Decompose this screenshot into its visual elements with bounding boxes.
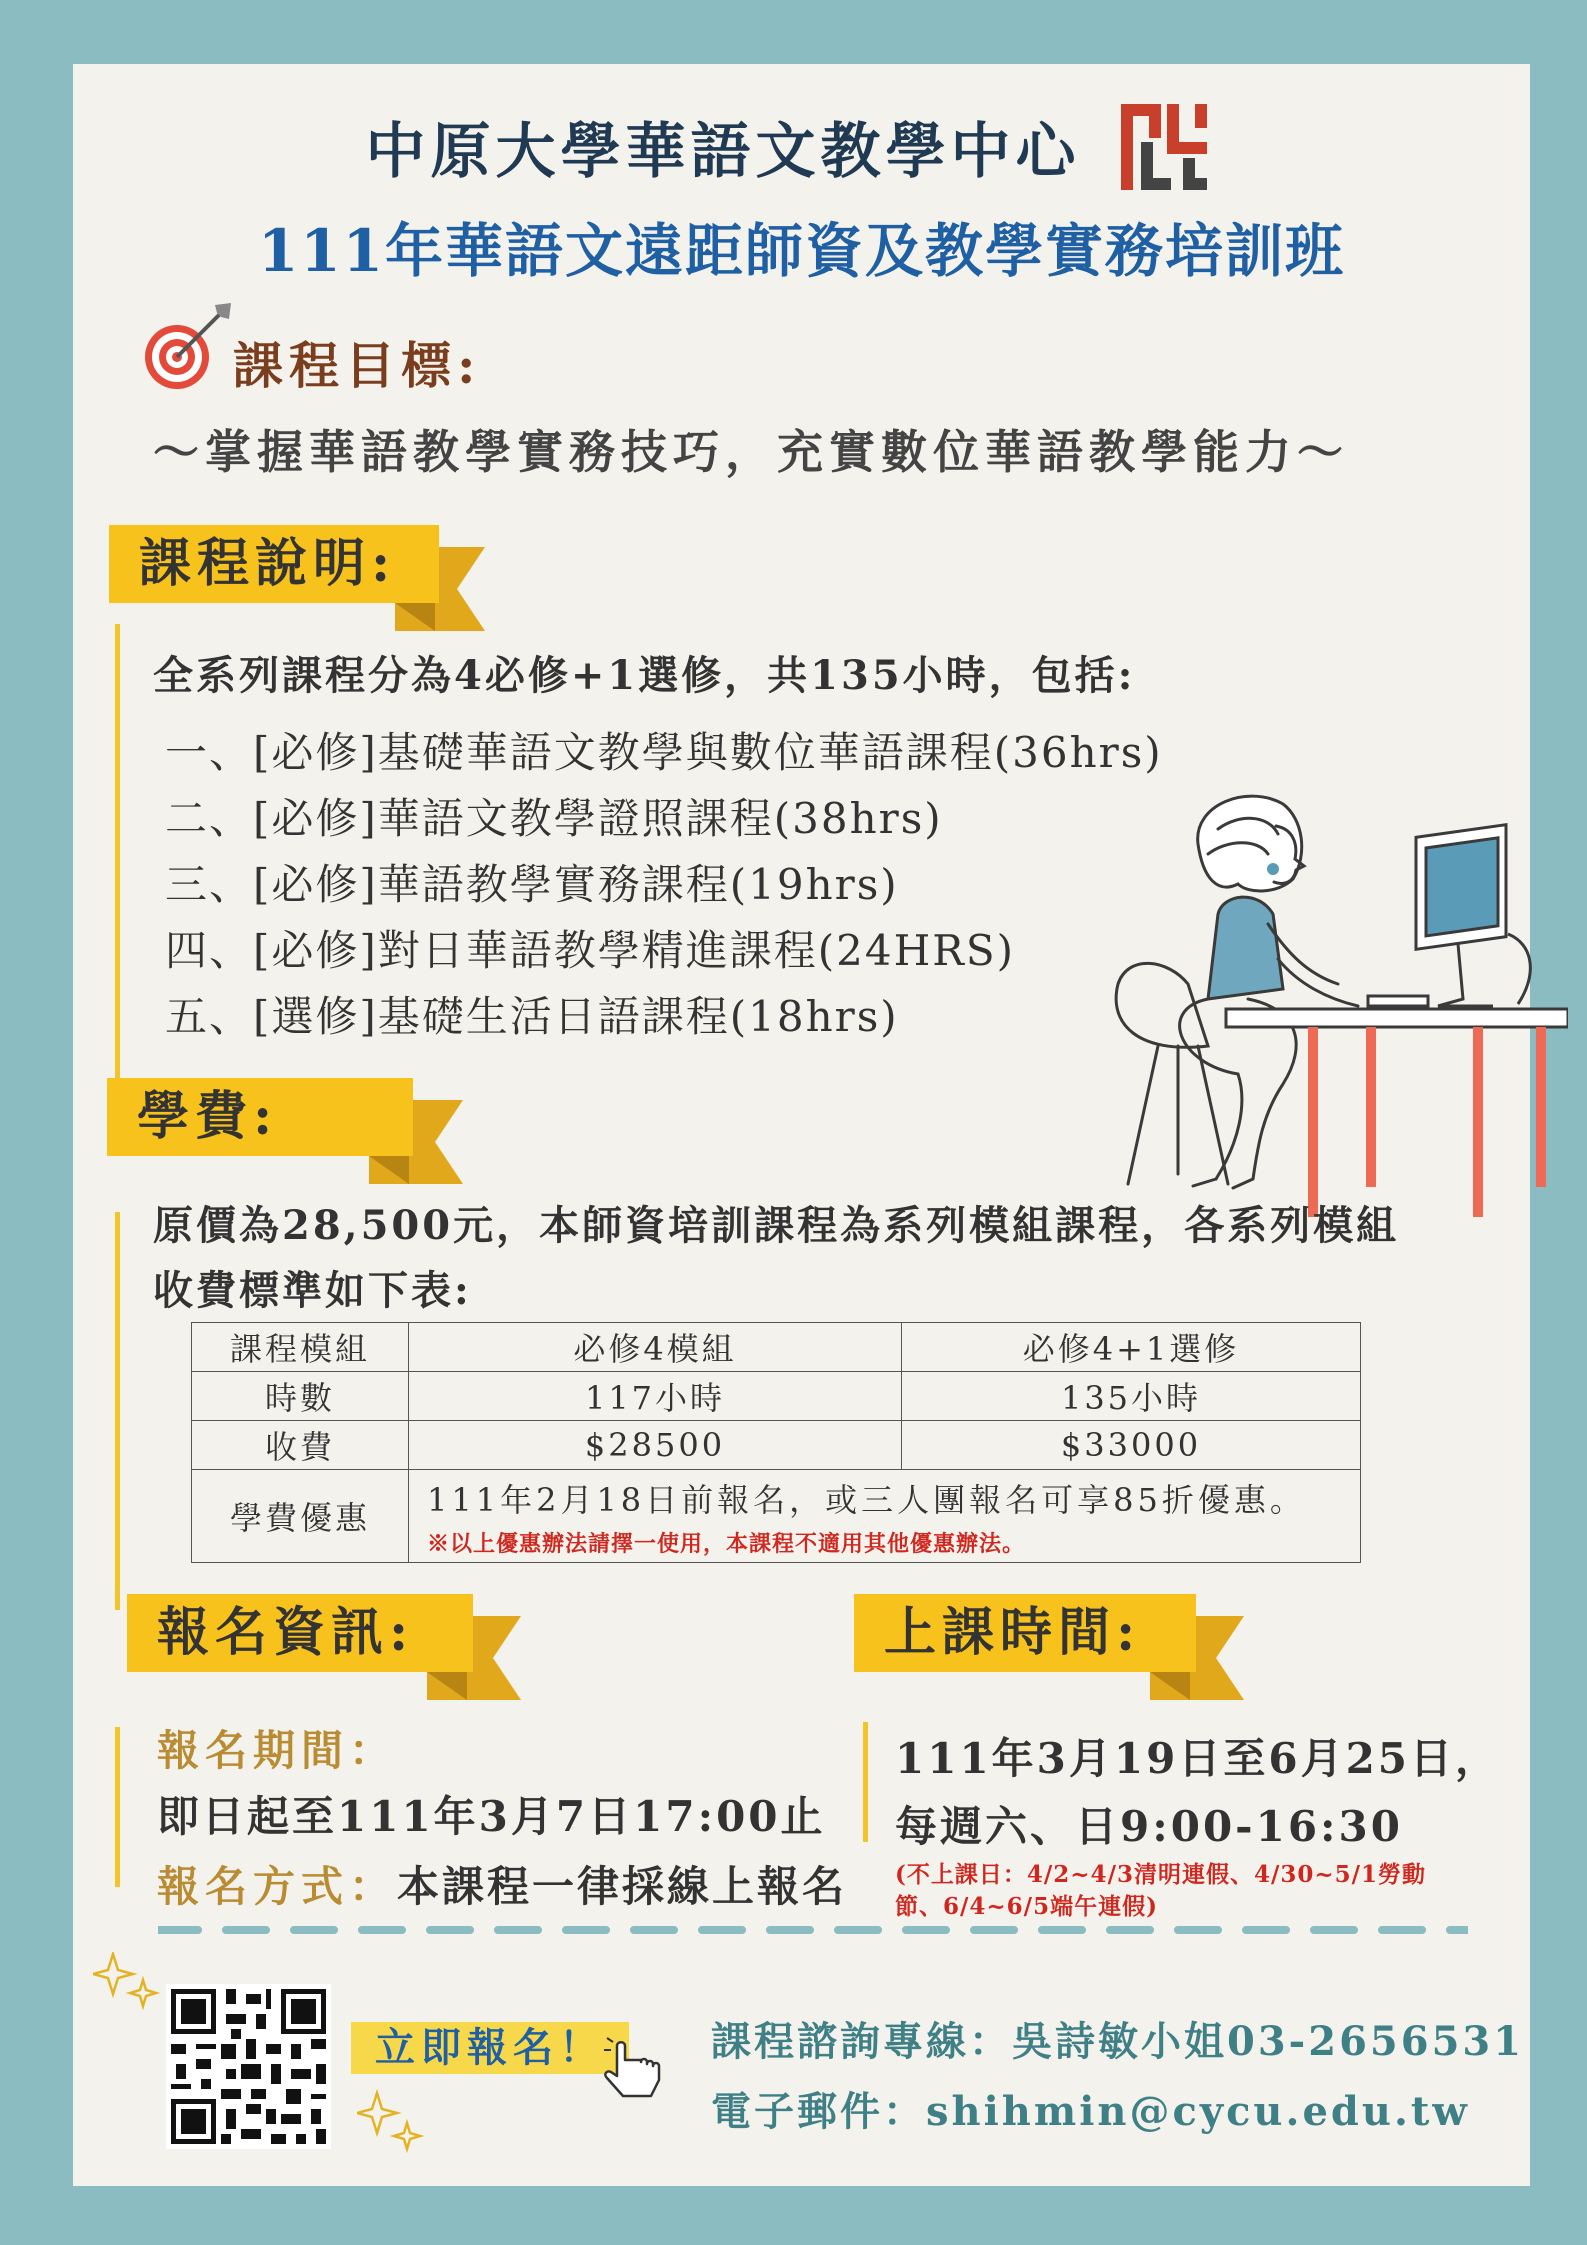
table-header-cell: 課程模組 (192, 1323, 409, 1372)
center-title: 中原大學華語文教學中心 (365, 117, 1081, 187)
table-cell: $28500 (409, 1421, 902, 1470)
schedule-times: 每週六、日9:00-16:30 (895, 1802, 1404, 1851)
discount-text: 111年2月18日前報名，或三人團報名可享85折優惠。 (427, 1480, 1306, 1519)
program-title: 111年華語文遠距師資及教學實務培訓班 (257, 217, 1346, 285)
fee-line1: 原價為28,500元，本師資培訓課程為系列模組課程，各系列模組 (153, 1202, 1400, 1249)
woman-computer-illustration (1098, 784, 1568, 1224)
contact-phone: 課程諮詢專線：吳詩敏小姐03-2656531 (711, 2018, 1525, 2065)
table-cell: 135小時 (902, 1372, 1361, 1421)
course-item: 四、[必修]對日華語教學精進課程(24HRS) (165, 926, 1016, 975)
fee-heading: 學費: (107, 1078, 413, 1156)
method-row (157, 1854, 847, 1914)
discount-note: ※以上優惠辦法請擇一使用，本課程不適用其他優惠辦法。 (427, 1530, 1026, 1557)
goal-heading: 課程目標: (233, 336, 482, 395)
center-logo-icon (1119, 102, 1209, 192)
course-item: 一、[必修]基礎華語文教學與數位華語課程(36hrs) (165, 728, 1163, 777)
period-label: 報名期間： (157, 1726, 398, 1775)
table-row (192, 1470, 1361, 1563)
course-heading: 課程說明: (109, 525, 439, 603)
table-cell: $33000 (902, 1421, 1361, 1470)
target-icon (135, 299, 235, 399)
register-now-button[interactable]: 立即報名！ (351, 2022, 629, 2074)
schedule-dates: 111年3月19日至6月25日， (895, 1734, 1501, 1783)
poster-card (73, 64, 1530, 2186)
contact-email[interactable]: 電子郵件：shihmin@cycu.edu.tw (711, 2088, 1470, 2135)
schedule-note: (不上課日：4/2~4/3清明連假、4/30~5/1勞動 (895, 1861, 1427, 1888)
fee-table (191, 1322, 1361, 1563)
course-banner (109, 525, 449, 603)
method-label: 報名方式： (157, 1862, 398, 1911)
table-cell: 學費優惠 (192, 1470, 409, 1563)
qr-code-icon[interactable] (166, 1984, 331, 2149)
schedule-note: 節、6/4~6/5端午連假) (895, 1893, 1158, 1920)
period-value: 即日起至111年3月7日17:00止 (157, 1792, 826, 1841)
registration-divider (115, 1727, 120, 1887)
registration-heading: 報名資訊: (127, 1594, 473, 1672)
course-item: 三、[必修]華語教學實務課程(19hrs) (165, 860, 899, 909)
fee-line2: 收費標準如下表: (153, 1267, 472, 1314)
course-divider (115, 624, 120, 1114)
table-row (192, 1372, 1361, 1421)
course-intro: 全系列課程分為4必修+1選修，共135小時，包括: (153, 652, 1136, 699)
table-cell: 時數 (192, 1372, 409, 1421)
table-cell: 117小時 (409, 1372, 902, 1421)
course-item: 二、[必修]華語文教學證照課程(38hrs) (165, 794, 943, 843)
discount-cell (409, 1470, 1361, 1563)
dashed-divider (158, 1920, 1468, 1940)
schedule-banner (854, 1594, 1214, 1672)
table-header-cell: 必修4模組 (409, 1323, 902, 1372)
sparkle-icon (93, 1952, 163, 2012)
table-row (192, 1421, 1361, 1470)
course-item: 五、[選修]基礎生活日語課程(18hrs) (165, 992, 899, 1041)
goal-text: ～掌握華語教學實務技巧，充實數位華語教學能力～ (153, 425, 1349, 479)
fee-divider (115, 1212, 120, 1610)
pointer-hand-icon (603, 2036, 673, 2106)
method-value: 本課程一律採線上報名 (397, 1862, 848, 1911)
table-header-cell: 必修4+1選修 (902, 1323, 1361, 1372)
schedule-divider (863, 1722, 868, 1842)
table-cell: 收費 (192, 1421, 409, 1470)
registration-banner (127, 1594, 487, 1672)
fee-banner (107, 1078, 427, 1156)
schedule-heading: 上課時間: (854, 1594, 1196, 1672)
sparkle-icon (357, 2089, 427, 2159)
table-row (192, 1323, 1361, 1372)
